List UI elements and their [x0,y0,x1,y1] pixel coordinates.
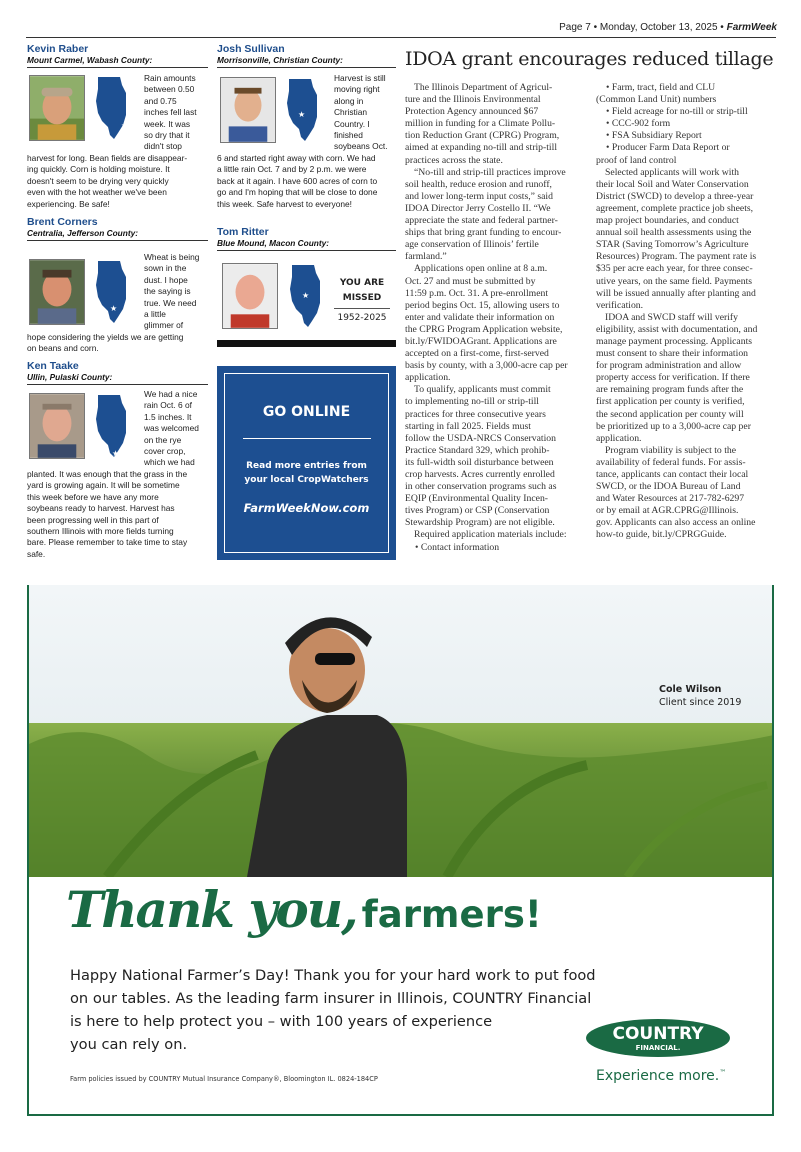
article-line: farmland.” [405,251,447,263]
watcher-report-side: We had a nice rain Oct. 6 of 1.5 inches. It was welcomed on the rye cover crop, which we had [144,389,199,468]
watcher-name: Josh Sullivan [217,43,285,55]
svg-text:★: ★ [121,121,129,130]
svg-text:COUNTRY: COUNTRY [612,1024,704,1044]
article-line: tives Program) or CSP (Conservation [405,505,550,517]
svg-text:★: ★ [302,291,310,300]
watcher-name: Ken Taake [27,360,79,372]
article-line: verification. [596,299,644,311]
article-line: Protection Agency announced $67 [405,106,539,118]
article-column-2 [596,82,776,542]
in-memoriam-note: YOU ARE MISSED 1952-2025 [334,276,390,323]
article-line: how-to guide, bit.ly/CPRGGuide. [596,529,727,541]
watcher-report-side: Wheat is being sown in the dust. I hope the saying is true. We need a little glimmer of [144,252,200,331]
article-line: for program administration and allow [596,360,742,372]
article-line: follow the USDA-NRCS Conservation [405,432,556,444]
watcher-location: Centralia, Jefferson County: [27,228,208,241]
article-line: agreement, complete practice job sheets, [596,202,754,214]
page-header [559,22,777,33]
watcher-location: Ullin, Pulaski County: [27,372,208,385]
ad-body: Happy National Farmer’s Day! Thank you for your hard work to put food on our tables. As the leading farm insurer in Illinois, COUNTRY Financial is here to help protect you – with 100 years of experience you can rely on. [70,967,596,1053]
article-line: age conservation of Illinois’ fertile [405,239,539,251]
article-line: ture and the Illinois Environmental [405,94,541,106]
article-line: eligibility, assist with documentation, and [596,323,758,335]
article-line: appreciate the state and federal partner- [405,215,558,227]
watcher-name: Tom Ritter [217,226,269,238]
promo-text: Read more entries from your local CropWatchers [244,461,369,485]
article-line: the second application per county will [596,408,744,420]
article-line: to implementing no-till or strip-till [405,396,539,408]
illinois-map-icon [92,259,132,325]
article-line: map project boundaries, and conduct [596,215,739,227]
article-line: ships that bring grant funding to encour- [405,227,562,239]
article-line: enter and validate their information on [405,311,555,323]
section-divider [217,340,396,347]
watcher-report: planted. It was enough that the grass in the yard is growing again. It will be sometime this week before we have any more soybeans ready to harvest. Harvest has been progressing well in this part of southern Illinois with more fields turning bare. Please remember to take time to stay safe. [27,469,188,559]
article-headline: IDOA grant encourages reduced tillage [405,48,774,70]
article-line: IDOA Director Jerry Costello II. “We [405,202,551,214]
article-line: Oct. 27 and must be submitted by [405,275,536,287]
article-line: practices across the state. [405,154,503,166]
ad-headline: Thank you, farmers! [66,880,542,939]
article-line: Required application materials include: [414,529,567,541]
memorial-years: 1952-2025 [337,313,387,323]
illinois-map-icon [92,75,132,141]
article-line: will be issued annually after planting and [596,287,756,299]
article-line: Applications open online at 8 a.m. [414,263,548,275]
watcher-name: Kevin Raber [27,43,89,55]
article-line: To qualify, applicants must commit [414,384,551,396]
article-line: starting in fall 2025. Fields must [405,420,531,432]
article-line: manage payment processing. Applicants [596,335,753,347]
svg-text:★: ★ [298,110,306,119]
country-financial-logo [585,1017,731,1059]
watcher-report-side: Rain amounts between 0.50 and 0.75 inches fell last week. It was so dry that it didn't stop [144,73,197,152]
watcher-header-tom [217,226,396,257]
svg-text:★: ★ [110,304,118,313]
watcher-photo-josh [220,77,276,143]
watcher-photo-ken [29,393,85,459]
article-line: aimed at expanding no-till and strip-till [405,142,558,154]
promo-link[interactable]: FarmWeekNow.com [243,501,370,515]
promo-rule [243,438,371,439]
watchers-column-left [27,43,208,74]
article-line: 11:59 p.m. Oct. 31. A pre-enrollment [405,287,549,299]
article-line: IDOA and SWCD staff will verify [605,311,739,323]
article-line: • Farm, tract, field and CLU [606,82,716,93]
article-line: and lower long-term input costs,” said [405,190,553,202]
article-line: • Producer Farm Data Report or [606,142,730,154]
header-rule [26,37,776,38]
article-line: million in funding for a Climate Pollu- [405,118,556,130]
article-line: SWCD, or the IDOA Bureau of Land [596,481,741,493]
article-line: District (SWCD) to develop a three-year [596,190,754,202]
article-line: • Field acreage for no-till or strip-till [606,106,748,118]
article-line: first application per county is verified, [596,396,745,408]
article-line: Practice Standard 329, which prohib- [405,444,550,456]
article-line: tance, applicants can contact their local [596,469,749,480]
article-line: application. [596,432,642,444]
watcher-report: 6 and started right away with corn. We had a little rain Oct. 7 and by 2 p.m. we were back at it again. I have 600 acres of corn to go and I'm hoping that will be close to done this week. Safe harvest to everyone! [217,153,378,209]
watcher-report-side: Harvest is still moving right along in Christian Country. I finished soybeans Oct. [334,73,388,152]
article-line: • FSA Subsidiary Report [606,130,702,142]
article-line: their local Soil and Water Conservation [596,178,749,190]
article-column-1 [405,82,587,554]
article-line: crop harvests. Acres currently enrolled [405,469,555,480]
illinois-map-icon [286,263,326,329]
article-line: basis by county, with a 3,000-acre cap per [405,360,568,372]
article-line: utive years, on the same field. Payments [596,275,753,287]
article-line: Stewardship Program) are not eligible. [405,517,555,529]
watcher-header-ken [27,360,208,391]
article-line: EQIP (Environmental Quality Incen- [405,493,549,505]
illinois-map-icon [92,393,132,459]
article-line: • CCC-902 form [606,118,671,130]
article-line: its full-width soil disturbance between [405,456,554,468]
ad-tagline: Experience more.™ [596,1068,727,1084]
article-line: accepted on a first-come, first-served [405,348,549,360]
article-line: bit.ly/FWIDOAGrant. Applications are [405,335,557,347]
illinois-map-icon [283,77,323,143]
article-line: the CPRG Program Application website, [405,323,563,335]
watcher-photo-tom [222,263,278,329]
watcher-header-josh [217,43,396,74]
article-line: or by email at AGR.CPRG@Illinois. [596,505,739,517]
watcher-photo-brent [29,259,85,325]
promo-title: GO ONLINE [262,404,351,420]
article-line: period begins Oct. 15, allowing users to [405,299,560,311]
article-line: $35 per acre each year, for three consec- [596,263,753,275]
article-line: practices for three consecutive years [405,408,546,420]
article-line: and Water Resources at 217-782-6297 [596,493,745,505]
article-line: in other conservation programs such as [405,481,557,493]
article-line: “No-till and strip-till practices improve [414,166,566,178]
article-line: application. [405,372,451,384]
photo-caption: Cole Wilson Client since 2019 [659,684,742,708]
article-line: tion Reduction Grant (CPRG) Program, [405,130,560,142]
watcher-location: Morrisonville, Christian County: [217,55,396,68]
article-line: must consent to share their information [596,348,749,360]
ad-fine-print: Farm policies issued by COUNTRY Mutual Insurance Company®, Bloomington IL. 0824-184CP [70,1075,378,1083]
page-info: Page 7 • Monday, October 13, 2025 • [559,22,724,33]
article-line: annual soil health assessments using the [596,227,752,239]
watcher-location: Blue Mound, Macon County: [217,238,396,251]
svg-text:FINANCIAL.: FINANCIAL. [635,1044,681,1052]
article-line: Resources) Program. The payment rate is [596,251,757,263]
article-line: (Common Land Unit) numbers [596,94,717,106]
article-line: Program viability is subject to the [605,444,737,456]
watcher-report: harvest for long. Bean fields are disappear- ing quickly. Corn is holding moisture. It doesn't seem to be drying very quickly even with the hot weather we've been experiencing. Be safe! [27,153,188,209]
article-line: availability of federal funds. For assis- [596,456,746,468]
svg-text:★: ★ [112,449,120,458]
watcher-location: Mount Carmel, Wabash County: [27,55,208,68]
article-line: are remaining program funds after the [596,384,744,396]
article-line: soil health, reduce erosion and runoff, [405,178,552,190]
article-line: • Contact information [415,541,500,553]
article-line: The Illinois Department of Agricul- [414,82,553,93]
watcher-photo-kevin [29,75,85,141]
article-line: property access for verification. If there [596,372,750,384]
article-line: proof of land control [596,154,677,166]
watcher-report: hope considering the yields we are getting on beans and corn. [27,332,184,354]
article-line: be prioritized up to a 3,000-acre cap per [596,420,751,432]
go-online-promo[interactable] [217,366,396,560]
watcher-name: Brent Corners [27,216,98,228]
watcher-header-brent [27,216,208,247]
article-line: STAR (Saving Tomorrow’s Agriculture [596,239,749,251]
article-line: Selected applicants will work with [605,166,739,178]
article-line: gov. Applicants can also access an online [596,517,756,529]
brand-name: FarmWeek [726,22,777,33]
